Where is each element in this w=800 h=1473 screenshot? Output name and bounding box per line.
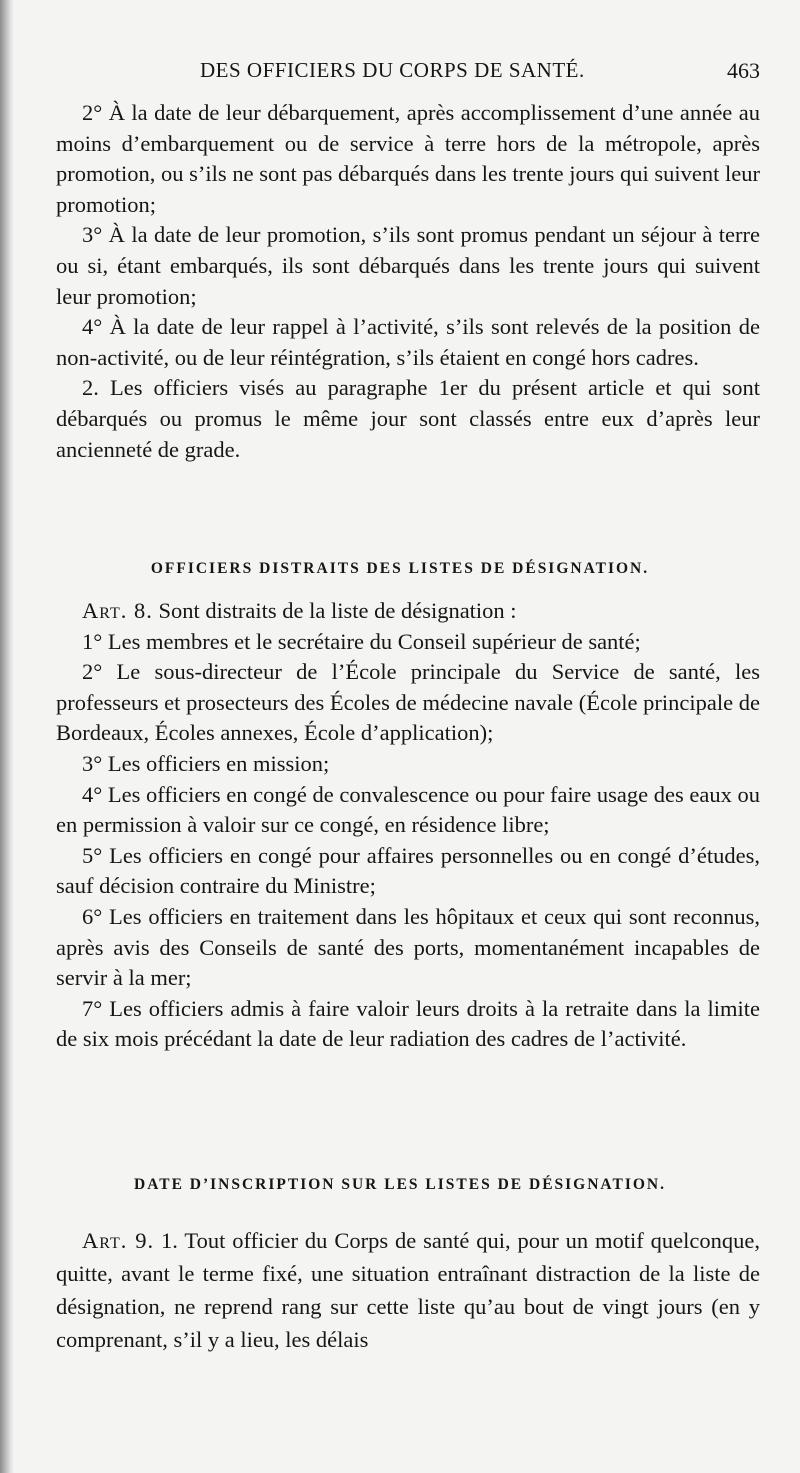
- top-text-block: [56, 98, 760, 465]
- list-item: 3° Les officiers en mission;: [82, 750, 330, 776]
- list-item: 7° Les officiers admis à faire valoir leurs droits à la retraite dans la limite de six mois précédant la date de leur radiation des cadres de l’activité.: [56, 995, 760, 1052]
- section-heading: DATE D’INSCRIPTION SUR LES LISTES DE DÉSIGNATION.: [134, 1176, 666, 1193]
- article-intro: [56, 1224, 760, 1356]
- list-item: 6° Les officiers en traitement dans les hôpitaux et ceux qui sont reconnus, après avis des Conseils de santé des ports, momentanément incapables de servir à la mer;: [56, 903, 760, 991]
- page-gutter-shadow: [0, 0, 14, 1473]
- article-text: Sont distraits de la liste de désignation :: [158, 598, 517, 623]
- running-head: DES OFFICIERS DU CORPS DE SANTÉ.: [200, 58, 585, 82]
- list-item: 5° Les officiers en congé pour affaires personnelles ou en congé d’études, sauf décision contraire du Ministre;: [56, 842, 760, 899]
- paragraph: 2° À la date de leur débarquement, après accomplissement d’une année au moins d’embarquement ou de service à terre hors de la métropole, après promotion, ou s’ils ne sont pas débarqués dans les trente jours qui suivent leur promotion;: [56, 100, 760, 217]
- paragraph: 4° À la date de leur rappel à l’activité, s’ils sont relevés de la position de non-activité, ou de leur réintégration, s’ils étaient en congé hors cadres.: [56, 314, 760, 370]
- paragraph: 3° À la date de leur promotion, s’ils sont promus pendant un séjour à terre ou si, étant embarqués, ils sont débarqués dans les trente jours qui suivent leur promotion;: [56, 222, 760, 309]
- article-intro: [56, 596, 760, 627]
- list-item: 4° Les officiers en congé de convalescence ou pour faire usage des eaux ou en permission à valoir sur ce congé, en résidence libre;: [56, 781, 760, 838]
- page-header: [200, 58, 760, 92]
- article-text: 1. Tout officier du Corps de santé qui, pour un motif quelconque, quitte, avant le terme fixé, une situation entraînant distraction de la liste de désignation, ne reprend rang sur cette liste qu’au bout de vingt jours (en y comprenant, s’il y a lieu, les délais: [56, 1228, 761, 1352]
- paragraph: 2. Les officiers visés au paragraphe 1er du présent article et qui sont débarqués ou promus le même jour sont classés entre eux d’après leur ancienneté de grade.: [56, 375, 760, 462]
- article-8: [56, 596, 760, 1055]
- page-number: 463: [727, 58, 760, 83]
- article-9: [56, 1224, 760, 1356]
- article-label: Art. 8.: [82, 598, 153, 623]
- list-item: 1° Les membres et le secrétaire du Conseil supérieur de santé;: [82, 628, 641, 654]
- list-item: 2° Le sous-directeur de l’École principale du Service de santé, les professeurs et prosecteurs des Écoles de médecine navale (École principale de Bordeaux, Écoles annexes, École d’application);: [56, 659, 760, 746]
- article-label: Art. 9.: [82, 1228, 155, 1253]
- section-heading: OFFICIERS DISTRAITS DES LISTES DE DÉSIGNATION.: [150, 560, 650, 577]
